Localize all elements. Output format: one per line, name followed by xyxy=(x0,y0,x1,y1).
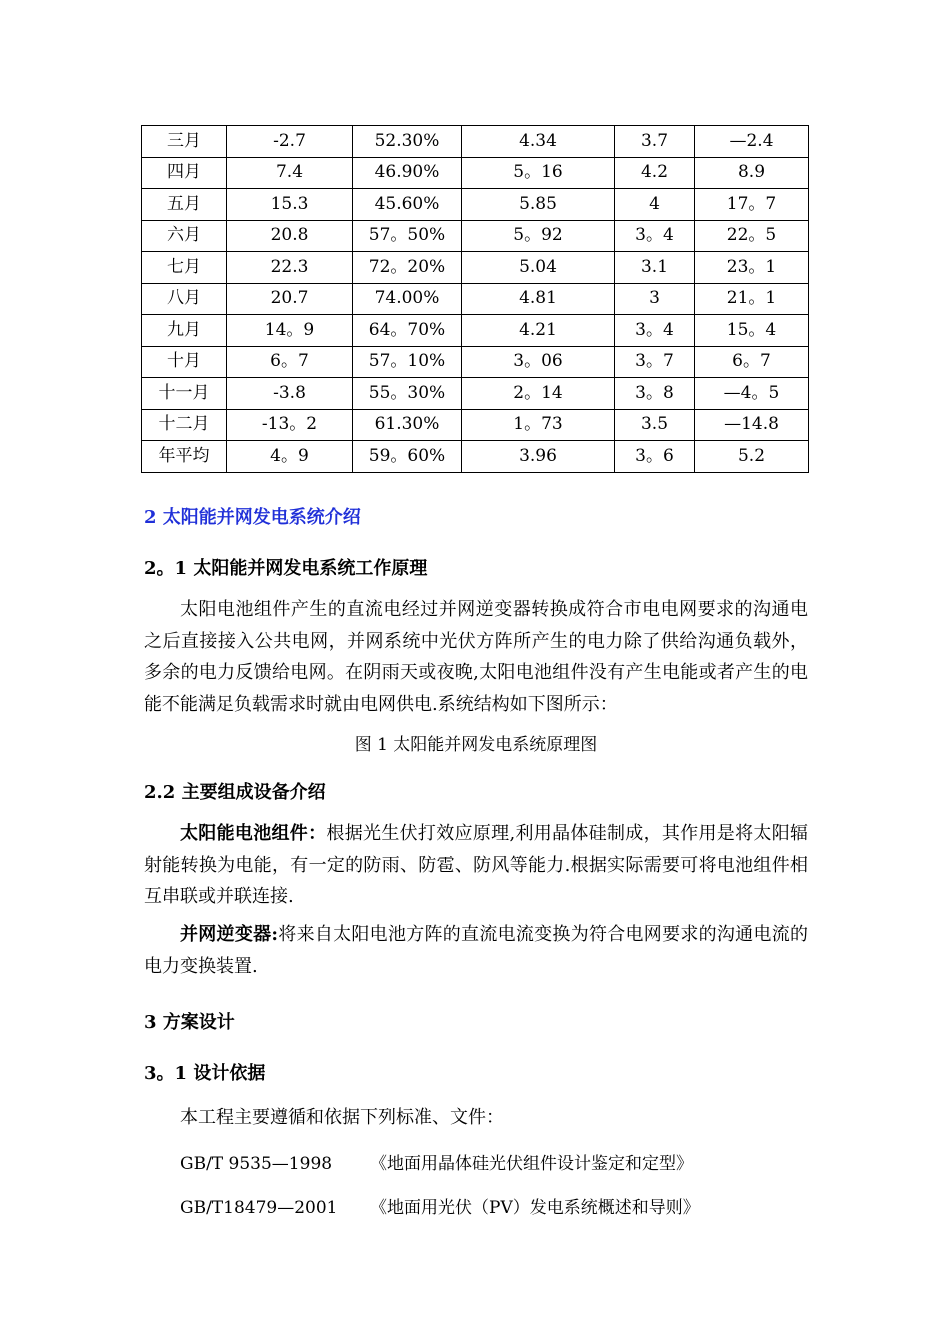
table-row xyxy=(142,126,809,158)
table-cell: 74.00% xyxy=(353,283,462,315)
table-row xyxy=(142,283,809,315)
climate-data-table xyxy=(141,125,809,473)
table-cell: 59。60% xyxy=(353,441,462,473)
table-cell: 22.3 xyxy=(227,252,353,284)
table-cell: 17。7 xyxy=(695,189,809,221)
table-cell-month: 十一月 xyxy=(142,378,227,410)
table-cell-month: 十二月 xyxy=(142,409,227,441)
section-2-2-heading: 2.2 主要组成设备介绍 xyxy=(144,782,326,803)
reference-item xyxy=(180,1149,693,1174)
inverter-text: 将来自太阳电池方阵的直流电流变换为符合电网要求的沟通电流的电力变换装置. xyxy=(144,924,808,977)
table-cell: 8.9 xyxy=(695,157,809,189)
solar-module-description xyxy=(144,818,808,913)
table-cell: 6。7 xyxy=(695,346,809,378)
table-cell-month: 十月 xyxy=(142,346,227,378)
table-cell: 3.1 xyxy=(615,252,695,284)
table-cell: 3。8 xyxy=(615,378,695,410)
table-cell: 46.90% xyxy=(353,157,462,189)
table-cell: 61.30% xyxy=(353,409,462,441)
table-cell: 52.30% xyxy=(353,126,462,158)
table-cell-month: 五月 xyxy=(142,189,227,221)
table-row xyxy=(142,346,809,378)
table-cell: 2。14 xyxy=(462,378,615,410)
table-cell: 4。9 xyxy=(227,441,353,473)
table-cell: —14.8 xyxy=(695,409,809,441)
table-cell: 5.04 xyxy=(462,252,615,284)
section-2-heading: 2 太阳能并网发电系统介绍 xyxy=(144,507,361,528)
table-cell: -3.8 xyxy=(227,378,353,410)
table-cell: 15。4 xyxy=(695,315,809,347)
inverter-description xyxy=(144,919,808,982)
solar-module-term: 太阳能电池组件： xyxy=(180,823,327,844)
table-cell: 6。7 xyxy=(227,346,353,378)
table-row xyxy=(142,315,809,347)
table-row xyxy=(142,252,809,284)
table-cell: 15.3 xyxy=(227,189,353,221)
table-cell: 5.85 xyxy=(462,189,615,221)
inverter-term: 并网逆变器: xyxy=(180,924,279,945)
table-cell: 3 xyxy=(615,283,695,315)
table-cell: 3。6 xyxy=(615,441,695,473)
table-cell: 3。06 xyxy=(462,346,615,378)
table-cell: 5。16 xyxy=(462,157,615,189)
reference-title: 《地面用光伏（PV）发电系统概述和导则》 xyxy=(370,1198,700,1218)
table-cell: —4。5 xyxy=(695,378,809,410)
table-cell: 7.4 xyxy=(227,157,353,189)
solar-module-text: 根据光生伏打效应原理,利用晶体硅制成，其作用是将太阳辐射能转换为电能，有一定的防雨、防雹、防风等能力.根据实际需要可将电池组件相互串联或并联连接. xyxy=(144,823,808,907)
table-row xyxy=(142,189,809,221)
section-2-1-paragraph: 太阳电池组件产生的直流电经过并网逆变器转换成符合市电电网要求的沟通电之后直接接入公共电网，并网系统中光伏方阵所产生的电力除了供给沟通负载外，多余的电力反馈给电网。在阴雨天或夜晚,太阳电池组件没有产生电能或者产生的电能不能满足负载需求时就由电网供电.系统结构如下图所示： xyxy=(144,599,808,715)
table-cell: 4.2 xyxy=(615,157,695,189)
table-cell-month: 七月 xyxy=(142,252,227,284)
table-cell: 3。4 xyxy=(615,220,695,252)
table-cell: 22。5 xyxy=(695,220,809,252)
table-cell-month: 四月 xyxy=(142,157,227,189)
table-row xyxy=(142,157,809,189)
table-cell: 57。10% xyxy=(353,346,462,378)
reference-code: GB/T 9535—1998 xyxy=(180,1154,333,1174)
table-cell: 5。92 xyxy=(462,220,615,252)
reference-code: GB/T18479—2001 xyxy=(180,1198,338,1218)
table-cell: 45.60% xyxy=(353,189,462,221)
section-3-1-heading: 3。1 设计依据 xyxy=(144,1063,266,1084)
table-cell: 4.81 xyxy=(462,283,615,315)
table-cell: 4.34 xyxy=(462,126,615,158)
table-cell: 14。9 xyxy=(227,315,353,347)
table-cell: 20.8 xyxy=(227,220,353,252)
table-cell: 21。1 xyxy=(695,283,809,315)
table-cell-month: 六月 xyxy=(142,220,227,252)
table-cell: 23。1 xyxy=(695,252,809,284)
table-cell: 72。20% xyxy=(353,252,462,284)
table-row xyxy=(142,409,809,441)
reference-title: 《地面用晶体硅光伏组件设计鉴定和定型》 xyxy=(370,1154,693,1174)
table-cell: -13。2 xyxy=(227,409,353,441)
reference-item xyxy=(180,1193,700,1218)
table-cell-month: 八月 xyxy=(142,283,227,315)
table-row xyxy=(142,378,809,410)
table-cell: 3。4 xyxy=(615,315,695,347)
table-cell: 1。73 xyxy=(462,409,615,441)
table-row xyxy=(142,220,809,252)
section-2-1-heading: 2。1 太阳能并网发电系统工作原理 xyxy=(144,558,428,579)
table-cell: 64。70% xyxy=(353,315,462,347)
table-cell: -2.7 xyxy=(227,126,353,158)
section-3-heading: 3 方案设计 xyxy=(144,1012,235,1033)
table-cell: 4 xyxy=(615,189,695,221)
table-cell: 57。50% xyxy=(353,220,462,252)
table-cell: 4.21 xyxy=(462,315,615,347)
table-cell-month: 三月 xyxy=(142,126,227,158)
table-cell: 5.2 xyxy=(695,441,809,473)
table-cell-month: 年平均 xyxy=(142,441,227,473)
table-cell: 3。7 xyxy=(615,346,695,378)
table-cell: 3.5 xyxy=(615,409,695,441)
table-cell: 3.7 xyxy=(615,126,695,158)
standards-intro: 本工程主要遵循和依据下列标准、文件： xyxy=(180,1107,504,1128)
table-row xyxy=(142,441,809,473)
table-cell-month: 九月 xyxy=(142,315,227,347)
table-cell: 3.96 xyxy=(462,441,615,473)
table-cell: 20.7 xyxy=(227,283,353,315)
table-cell: —2.4 xyxy=(695,126,809,158)
table-cell: 55。30% xyxy=(353,378,462,410)
figure-caption: 图 1 太阳能并网发电系统原理图 xyxy=(354,735,598,755)
